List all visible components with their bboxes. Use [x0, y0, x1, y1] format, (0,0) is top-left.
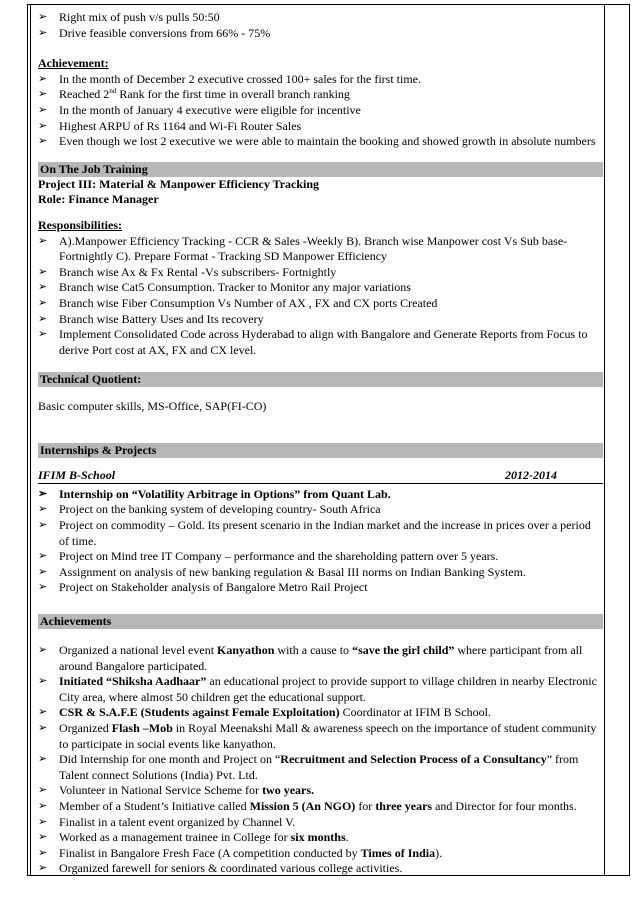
section-bar-achievements: Achievements	[38, 614, 603, 629]
arrow-bullet-icon: ➢	[38, 72, 48, 85]
arrow-bullet-icon: ➢	[38, 675, 48, 688]
list-item: ➢ Drive feasible conversions from 66% - 75%	[38, 25, 271, 40]
arrow-bullet-icon: ➢	[38, 644, 48, 657]
list-item: ➢ Organized a national level event Kanyathon with a cause to “save the girl child” where participant from all around Bangalore participated.	[38, 643, 583, 673]
responsibilities-heading: Responsibilities:	[38, 217, 123, 232]
arrow-bullet-icon: ➢	[38, 581, 48, 594]
list-item: ➢ Worked as a management trainee in College for six months.	[38, 830, 349, 845]
arrow-bullet-icon: ➢	[38, 11, 48, 23]
arrow-bullet-icon: ➢	[38, 846, 48, 859]
list-item: ➢ Member of a Student’s Initiative called Mission 5 (An NGO) for three years and Director for four months.	[38, 798, 577, 813]
list-item: ➢ Assignment on analysis of new banking regulation & Basal III norms on Indian Banking System.	[38, 564, 526, 579]
arrow-bullet-icon: ➢	[38, 265, 48, 278]
list-item: ➢ Implement Consolidated Code across Hyderabad to align with Bangalore and Generate Reports from Focus to derive Port cost at AX, FX and CX level.	[38, 327, 588, 357]
arrow-bullet-icon: ➢	[38, 722, 48, 734]
internships-list	[38, 487, 603, 596]
list-item: ➢ Project on the banking system of developing country- South Africa	[38, 502, 381, 517]
section-bar-internships: Internships & Projects	[38, 443, 603, 458]
list-item: ➢ Did Internship for one month and Project on “Recruitment and Selection Process of a Consultancy” from Talent connect Solutions (India) Pvt. Ltd.	[38, 752, 579, 782]
arrow-bullet-icon: ➢	[38, 799, 48, 812]
technical-text: Basic computer skills, MS-Office, SAP(FI-CO)	[38, 399, 267, 414]
list-item: ➢ CSR & S.A.F.E (Students against Female Exploitation) Coordinator at IFIM B School.	[38, 705, 491, 720]
arrow-bullet-icon: ➢	[38, 519, 48, 532]
arrow-bullet-icon: ➢	[38, 706, 48, 719]
list-item: ➢ Initiated “Shiksha Aadhaar” an educational project to provide support to village children in nearby Electronic City area, where almost 50 children get the educational support.	[38, 674, 597, 704]
arrow-bullet-icon: ➢	[38, 135, 48, 148]
list-item: ➢ Internship on “Volatility Arbitrage in Options” from Quant Lab.	[38, 486, 391, 501]
arrow-bullet-icon: ➢	[38, 312, 48, 325]
list-item: ➢ Finalist in Bangalore Fresh Face (A competition conducted by Times of India).	[38, 845, 443, 860]
list-item: ➢ Finalist in a talent event organized by Channel V.	[38, 814, 296, 829]
arrow-bullet-icon: ➢	[38, 550, 48, 563]
arrow-bullet-icon: ➢	[38, 88, 48, 101]
list-item: ➢ Right mix of push v/s pulls 50:50	[38, 10, 220, 24]
achievements-list	[38, 643, 603, 877]
arrow-bullet-icon: ➢	[38, 503, 48, 516]
resume-content	[38, 10, 603, 877]
arrow-bullet-icon: ➢	[38, 753, 48, 766]
project-title: Project III: Material & Manpower Efficiency Tracking	[38, 176, 320, 191]
list-item: ➢ A).Manpower Efficiency Tracking - CCR & Sales -Weekly B). Branch wise Manpower cost Vs Sub base-Fortnightly C). Prepare Format - Tracking SD Manpower Efficiency	[38, 233, 568, 264]
achievement-list	[38, 72, 603, 150]
arrow-bullet-icon: ➢	[38, 328, 48, 341]
arrow-bullet-icon: ➢	[38, 784, 48, 797]
list-item: ➢ Project on Stakeholder analysis of Bangalore Metro Rail Project	[38, 580, 368, 595]
arrow-bullet-icon: ➢	[38, 831, 48, 844]
arrow-bullet-icon: ➢	[38, 119, 48, 132]
list-item: ➢ Organized Flash –Mob in Royal Meenakshi Mall & awareness speech on the importance of student community to participate in social events like kanyathon.	[38, 721, 597, 751]
list-item: ➢ Branch wise Cat5 Consumption. Tracker to Monitor any major variations	[38, 280, 411, 295]
arrow-bullet-icon: ➢	[38, 26, 48, 39]
list-item: ➢ Highest ARPU of Rs 1164 and Wi-Fi Router Sales	[38, 118, 302, 133]
list-item: ➢ Branch wise Battery Uses and Its recovery	[38, 311, 264, 326]
list-item: ➢ Project on Mind tree IT Company – performance and the shareholding pattern over 5 years.	[38, 549, 499, 564]
responsibilities-list	[38, 234, 603, 359]
list-item: ➢ In the month of December 2 executive crossed 100+ sales for the first time.	[38, 71, 421, 86]
list-item: ➢ In the month of January 4 executive were eligible for incentive	[38, 102, 361, 117]
arrow-bullet-icon: ➢	[38, 296, 48, 309]
list-item: ➢ Project on commodity – Gold. Its present scenario in the Indian market and the increase in prices over a period of time.	[38, 518, 591, 548]
list-item: ➢ Even though we lost 2 executive we were able to maintain the booking and showed growth in absolute numbers	[38, 134, 596, 149]
role-title: Role: Finance Manager	[38, 192, 159, 207]
arrow-bullet-icon: ➢	[38, 565, 48, 578]
section-bar-technical: Technical Quotient:	[38, 372, 603, 387]
school-years: 2012-2014	[505, 467, 557, 482]
arrow-bullet-icon: ➢	[38, 815, 48, 828]
list-item: ➢ Branch wise Fiber Consumption Vs Number of AX , FX and CX ports Created	[38, 295, 438, 310]
section-bar-ojt: On The Job Training	[38, 162, 603, 177]
arrow-bullet-icon: ➢	[38, 862, 48, 875]
arrow-bullet-icon: ➢	[38, 487, 48, 500]
arrow-bullet-icon: ➢	[38, 281, 48, 294]
achievement-heading: Achievement:	[38, 56, 109, 71]
school-name: IFIM B-School	[38, 467, 116, 482]
list-item: ➢ Organized farewell for seniors & coordinated various college activities.	[38, 861, 403, 876]
school-row	[38, 467, 603, 484]
top-list	[38, 10, 603, 41]
arrow-bullet-icon: ➢	[38, 234, 48, 247]
list-item: ➢ Branch wise Ax & Fx Rental -Vs subscribers- Fortnightly	[38, 264, 337, 279]
list-item: ➢ Reached 2nd Rank for the first time in overall branch ranking	[38, 87, 350, 102]
arrow-bullet-icon: ➢	[38, 103, 48, 116]
list-item: ➢ Volunteer in National Service Scheme for two years.	[38, 783, 315, 798]
